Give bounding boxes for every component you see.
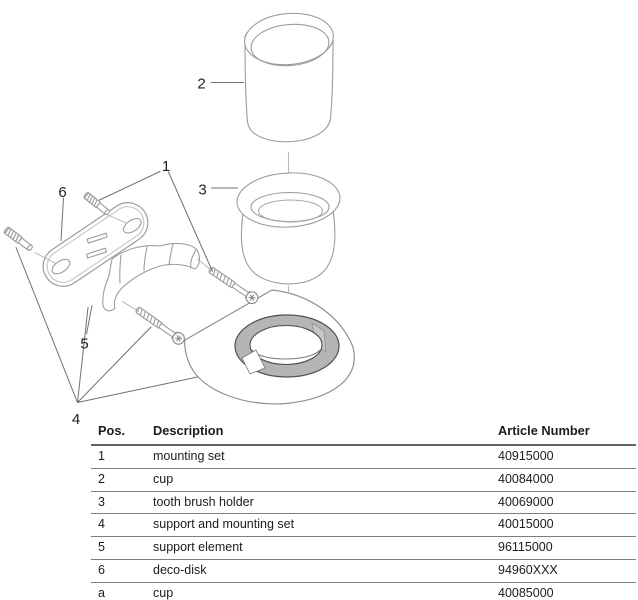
table-row — [91, 514, 636, 537]
header-article-number: Article Number — [498, 423, 590, 438]
table-header-row — [91, 417, 636, 446]
pos-cell: 1 — [98, 449, 105, 463]
pos-cell: 3 — [98, 494, 105, 509]
pos-cell: 6 — [98, 562, 105, 577]
article-number-cell: 40015000 — [498, 517, 554, 532]
header-description: Description — [153, 423, 224, 438]
callout-4: 4 — [71, 411, 81, 428]
description-cell: cup — [153, 585, 174, 600]
base-plate-part — [185, 290, 355, 404]
table-body — [91, 446, 636, 600]
table-row — [91, 492, 636, 515]
description-cell: deco-disk — [153, 562, 207, 577]
stud-screw — [83, 192, 111, 216]
table-row — [91, 446, 636, 469]
article-number-cell: 40085000 — [498, 585, 554, 600]
deco-disk-part — [35, 195, 155, 294]
pos-cell: 5 — [98, 540, 105, 555]
description-cell: support and mounting set — [153, 517, 295, 532]
callout-3: 3 — [198, 181, 207, 199]
pos-cell: a — [98, 585, 105, 600]
article-number-cell: 40084000 — [498, 471, 554, 486]
stud-screw — [3, 227, 33, 252]
table-row — [91, 469, 636, 492]
callout-6: 6 — [58, 184, 67, 201]
table-row — [91, 560, 636, 583]
parts-table — [91, 417, 636, 600]
description-cell: support element — [153, 540, 243, 555]
table-row — [91, 537, 636, 560]
description-cell: tooth brush holder — [153, 494, 254, 509]
description-cell: mounting set — [153, 449, 225, 463]
header-pos: Pos. — [98, 423, 126, 438]
article-number-cell: 40915000 — [498, 449, 554, 463]
callout-5: 5 — [80, 335, 89, 353]
mounting-screw — [133, 304, 186, 346]
table-row — [91, 583, 636, 600]
callout-2: 2 — [197, 75, 206, 93]
pos-cell: 2 — [98, 471, 105, 486]
article-number-cell: 40069000 — [498, 494, 554, 509]
pos-cell: 4 — [98, 517, 105, 532]
toothbrush-holder-part — [236, 170, 342, 284]
article-number-cell: 94960XXX — [498, 562, 558, 577]
callout-1: 1 — [161, 158, 171, 175]
description-cell: cup — [153, 471, 174, 486]
article-number-cell: 96115000 — [498, 540, 553, 555]
cup-part — [242, 10, 335, 142]
